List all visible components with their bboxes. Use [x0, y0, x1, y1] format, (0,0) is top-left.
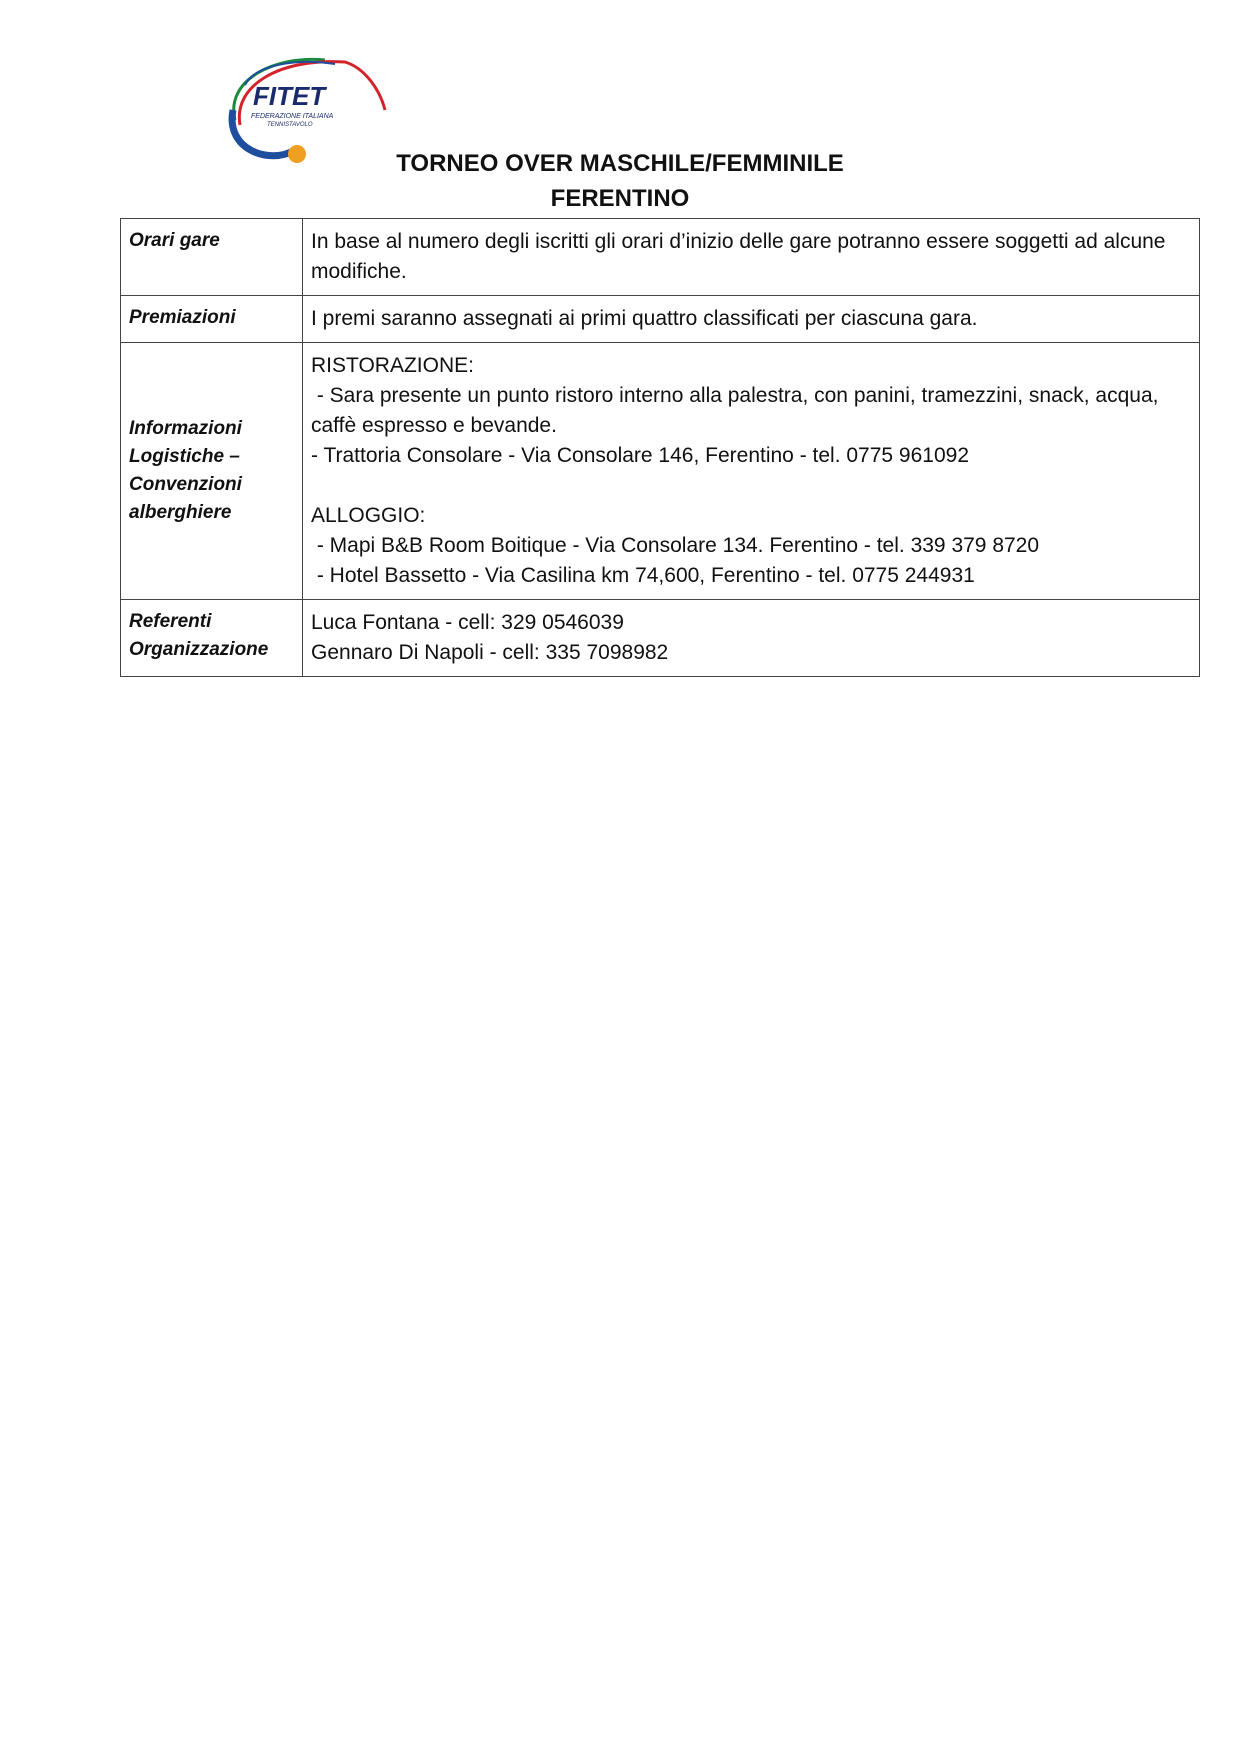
alloggio-heading: ALLOGGIO:: [311, 504, 426, 527]
content-informazioni: [303, 343, 1200, 600]
logo-subtitle-1: FEDERAZIONE ITALIANA: [251, 113, 334, 120]
label-referenti-2: Organizzazione: [129, 639, 269, 660]
label-informazioni-2: Logistiche –: [129, 446, 240, 467]
alloggio-item-2: - Hotel Bassetto - Via Casilina km 74,600, Ferentino - tel. 0775 244931: [311, 564, 975, 587]
alloggio-item-1: - Mapi B&B Room Boitique - Via Consolare 134. Ferentino - tel. 339 379 8720: [311, 534, 1040, 557]
title-line-2: FERENTINO: [550, 185, 690, 212]
label-informazioni: [121, 343, 303, 600]
label-referenti-1: Referenti: [129, 611, 212, 632]
referente-2: Gennaro Di Napoli - cell: 335 7098982: [311, 641, 669, 664]
ristorazione-item-1: - Sara presente un punto ristoro interno alla palestra, con panini, tramezzini, snack, acqua, caffè espresso e bevande.: [311, 384, 1165, 437]
label-referenti: [121, 600, 303, 677]
info-table: [120, 218, 1200, 677]
title-line-1: TORNEO OVER MASCHILE/FEMMINILE: [396, 150, 844, 177]
referente-1: Luca Fontana - cell: 329 0546039: [311, 611, 624, 634]
row-referenti: [121, 600, 1200, 677]
logo-wordmark: FITET: [253, 81, 326, 111]
spacer: [311, 471, 1191, 501]
logo-subtitle-2: TENNISTAVOLO: [267, 122, 313, 128]
ristorazione-heading: RISTORAZIONE:: [311, 354, 474, 377]
row-informazioni: [121, 343, 1200, 600]
content-referenti: [303, 600, 1200, 677]
content-orari: In base al numero degli iscritti gli orari d’inizio delle gare potranno essere soggetti ad alcune modifiche.: [303, 219, 1200, 296]
row-orari: [121, 219, 1200, 296]
ristorazione-item-2: - Trattoria Consolare - Via Consolare 146, Ferentino - tel. 0775 961092: [311, 444, 969, 467]
label-informazioni-1: Informazioni: [129, 418, 242, 439]
label-informazioni-3: Convenzioni: [129, 474, 242, 495]
content-premiazioni: I premi saranno assegnati ai primi quattro classificati per ciascuna gara.: [303, 296, 1200, 343]
row-premiazioni: [121, 296, 1200, 343]
document-title: [120, 146, 1120, 216]
label-informazioni-4: alberghiere: [129, 502, 232, 523]
label-premiazioni: Premiazioni: [121, 296, 303, 343]
label-orari: Orari gare: [121, 219, 303, 296]
